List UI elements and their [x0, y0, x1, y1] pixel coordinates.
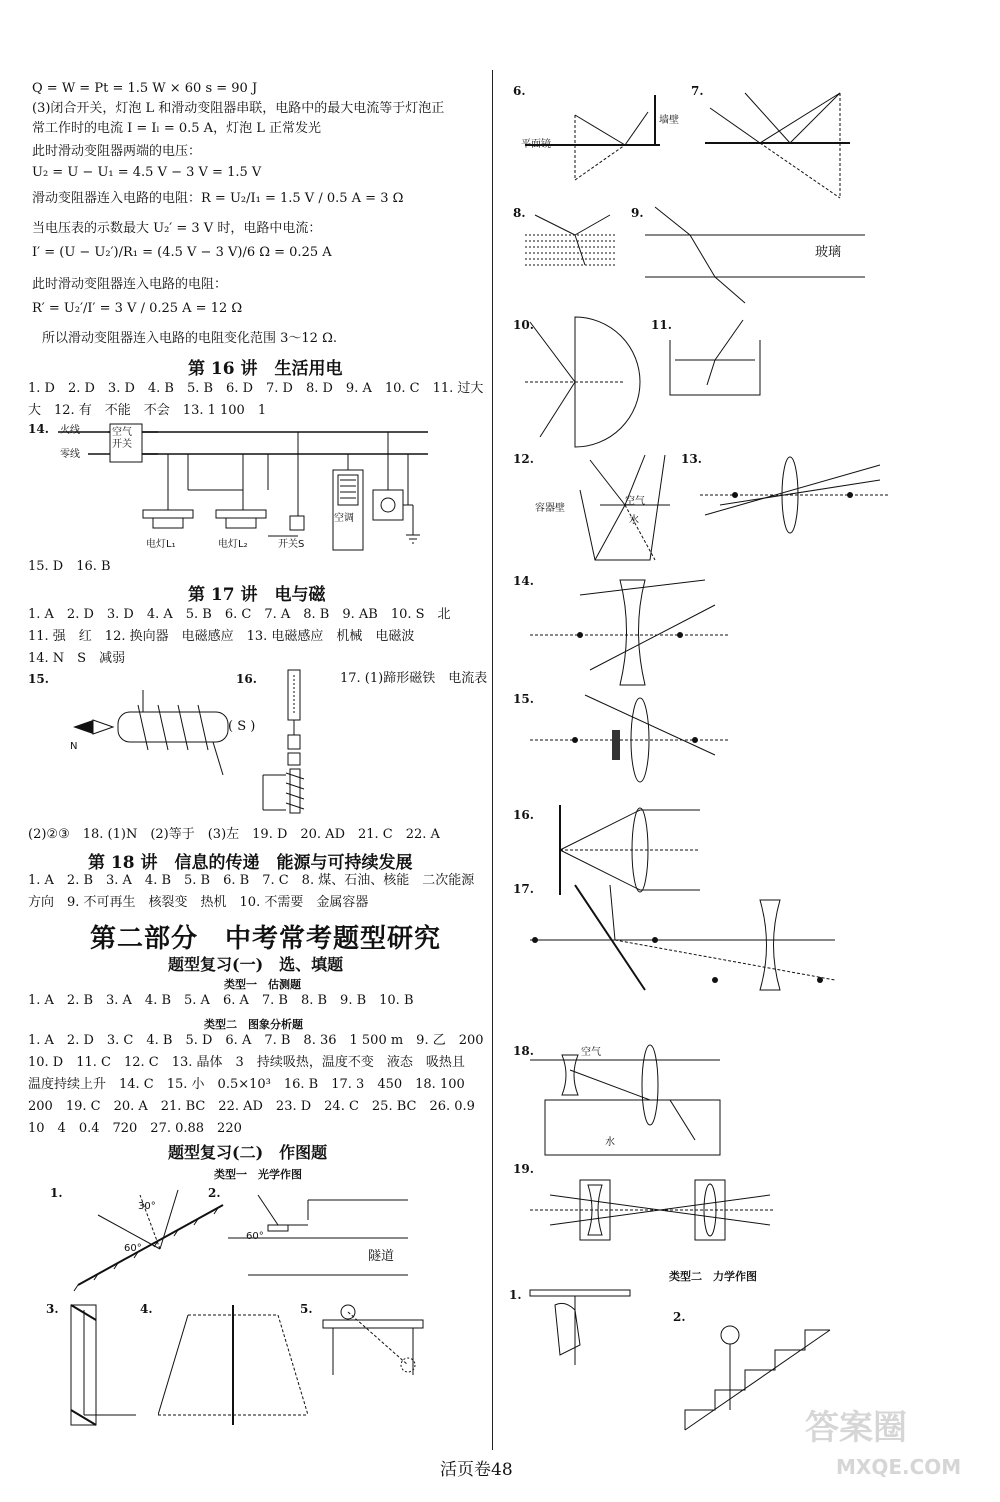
lens-box-diagram-19	[530, 1165, 780, 1255]
question-number: 10.	[513, 318, 534, 332]
angle-label: 30°	[138, 1201, 156, 1212]
part2-title: 第二部分 中考常考题型研究	[90, 924, 442, 954]
question-number: 15.	[513, 692, 534, 706]
question-number: 3.	[46, 1302, 59, 1316]
calc-line: 当电压表的示数最大 U₂′ = 3 V 时，电路中电流：	[32, 221, 322, 236]
lamp2-label: 电灯L₂	[218, 539, 248, 550]
answers: 方向 9. 不可再生 核裂变 热机 10. 不需要 金属容器	[28, 895, 369, 910]
angle-label: 60°	[246, 1231, 264, 1242]
page-footer: 活页卷48	[440, 1460, 513, 1480]
answers: 10. D 11. C 12. C 13. 晶体 3 持续吸热，温度不变 液态 吸热且	[28, 1055, 465, 1070]
question-number: 1.	[50, 1186, 63, 1200]
type-heading: 类型一 估测题	[224, 978, 301, 991]
table-mirror-diagram	[318, 1300, 428, 1380]
question-number: 13.	[681, 452, 702, 466]
question-number: 14.	[28, 422, 49, 436]
answers: 大 12. 有 不能 不会 13. 1 100 1	[28, 403, 267, 418]
switch-label: 开关S	[278, 539, 305, 550]
question-number: 1.	[509, 1288, 522, 1302]
column-divider	[492, 70, 493, 1450]
answers: 1. A 2. D 3. D 4. A 5. B 6. C 7. A 8. B 9. AB 10. S 北	[28, 607, 451, 622]
review1-title: 题型复习(一) 选、填题	[168, 955, 344, 974]
question-number: 11.	[651, 318, 672, 332]
type-heading: 类型二 力学作图	[669, 1270, 757, 1283]
question-number: 8.	[513, 206, 526, 220]
question-number: 19.	[513, 1162, 534, 1176]
watermark: 答案圈	[805, 1408, 907, 1448]
air-label: 空气	[581, 1047, 601, 1058]
answers: 1. A 2. D 3. C 4. B 5. D 6. A 7. B 8. 36 1 500 m 9. 乙 200	[28, 1033, 484, 1048]
periscope-diagram	[66, 1300, 146, 1430]
question-number: 12.	[513, 452, 534, 466]
water-label: 水	[605, 1137, 615, 1148]
answers: 15. D 16. B	[28, 559, 111, 574]
answers: 11. 强 红 12. 换向器 电磁感应 13. 电磁感应 机械 电磁波	[28, 629, 415, 644]
solenoid-diagram	[68, 690, 248, 780]
wall-label: 墙壁	[659, 115, 679, 126]
electromagnet-spring-diagram	[258, 665, 348, 815]
home-circuit-diagram	[28, 420, 478, 560]
glass-label: 玻璃	[815, 245, 842, 260]
answers: 温度持续上升 14. C 15. 小 0.5×10³ 16. B 17. 3 450 18. 100	[28, 1077, 465, 1092]
semicircle-glass-diagram	[525, 312, 645, 452]
fire-wire-label: 火线	[60, 425, 80, 436]
calc-line: Q = W = Pt = 1.5 W × 60 s = 90 J	[32, 81, 258, 96]
question-number: 17.	[513, 882, 534, 896]
question-number: 2.	[208, 1186, 221, 1200]
pole-n-label: N	[70, 741, 78, 752]
question-number: 6.	[513, 84, 526, 98]
concave-lens-diagram-14	[530, 575, 730, 690]
water-lens-diagram-18	[530, 1040, 730, 1160]
lecture16-title: 第 16 讲 生活用电	[188, 359, 343, 379]
angle-label: 60°	[124, 1243, 142, 1254]
container-refraction-diagram	[560, 450, 680, 570]
mirror-label: 平面镜	[521, 139, 551, 150]
question-number: 16.	[236, 672, 257, 686]
neutral-wire-label: 零线	[60, 449, 80, 460]
pole-label: ( S )	[228, 719, 256, 734]
lecture18-title: 第 18 讲 信息的传递 能源与可持续发展	[88, 853, 413, 873]
tunnel-label: 隧道	[368, 1249, 395, 1264]
calc-line: R′ = U₂′/I′ = 3 V / 0.25 A = 12 Ω	[32, 301, 243, 316]
answers: 200 19. C 20. A 21. BC 22. AD 23. D 24. C 25. BC 26. 0.9	[28, 1099, 475, 1114]
question-number: 5.	[300, 1302, 313, 1316]
container-wall-label: 容器壁	[535, 503, 565, 514]
question-number: 16.	[513, 808, 534, 822]
question-number: 15.	[28, 672, 49, 686]
answers: 17. (1)蹄形磁铁 电流表	[340, 671, 488, 686]
air-switch-label: 空气开关	[112, 427, 132, 450]
force-diagram-1	[525, 1285, 645, 1375]
review2-title: 题型复习(二) 作图题	[168, 1143, 328, 1162]
type-heading: 类型二 图象分析题	[204, 1018, 303, 1031]
convex-lens-diagram-13	[700, 455, 900, 535]
calc-line: 滑动变阻器连入电路的电阻：R = U₂/I₁ = 1.5 V / 0.5 A = 3 Ω	[32, 191, 404, 206]
type-heading: 类型一 光学作图	[214, 1168, 302, 1181]
calc-line: 所以滑动变阻器连入电路的电阻变化范围 3～12 Ω.	[42, 331, 337, 346]
answers: 1. A 2. B 3. A 4. B 5. A 6. A 7. B 8. B 9. B 10. B	[28, 993, 414, 1008]
calc-line: I′ = (U − U₂′)/R₁ = (4.5 V − 3 V)/6 Ω = 0.25 A	[32, 245, 332, 260]
reflection-diagram-7	[700, 88, 860, 208]
question-number: 2.	[673, 1310, 686, 1324]
air-label: 空气	[625, 496, 645, 507]
answers: 10 4 0.4 720 27. 0.88 220	[28, 1121, 242, 1136]
answers: 1. A 2. B 3. A 4. B 5. B 6. B 7. C 8. 煤、石油、核能 二次能源	[28, 873, 475, 888]
question-number: 7.	[691, 84, 704, 98]
question-number: 4.	[140, 1302, 153, 1316]
calc-line: U₂ = U − U₁ = 4.5 V − 3 V = 1.5 V	[32, 165, 262, 180]
lamp1-label: 电灯L₁	[146, 539, 176, 550]
question-number: 18.	[513, 1044, 534, 1058]
fish-refraction-diagram	[665, 315, 775, 405]
water-label: 水	[629, 515, 639, 526]
mirror-image-diagram	[158, 1300, 308, 1430]
calc-line: 常工作时的电流 I = Iₗ = 0.5 A，灯泡 L 正常发光	[32, 121, 321, 136]
calc-line: (3)闭合开关，灯泡 L 和滑动变阻器串联，电路中的最大电流等于灯泡正	[32, 101, 445, 116]
calc-line: 此时滑动变阻器两端的电压：	[32, 144, 202, 159]
calc-line: 此时滑动变阻器连入电路的电阻：	[32, 277, 228, 292]
convex-lens-diagram-15	[530, 690, 730, 795]
aircon-label: 空调	[334, 513, 354, 524]
question-number: 9.	[631, 206, 644, 220]
answers: 1. D 2. D 3. D 4. B 5. B 6. D 7. D 8. D 9. A 10. C 11. 过大	[28, 381, 484, 396]
watermark-url: MXQE.COM	[836, 1455, 962, 1479]
answers: (2)②③ 18. (1)N (2)等于 (3)左 19. D 20. AD 21. C 22. A	[28, 827, 440, 842]
lecture17-title: 第 17 讲 电与磁	[188, 585, 326, 605]
mirror-concave-lens-diagram-17	[525, 880, 845, 1020]
answers: 14. N S 减弱	[28, 651, 126, 666]
question-number: 14.	[513, 574, 534, 588]
refraction-water-diagram	[525, 210, 615, 270]
